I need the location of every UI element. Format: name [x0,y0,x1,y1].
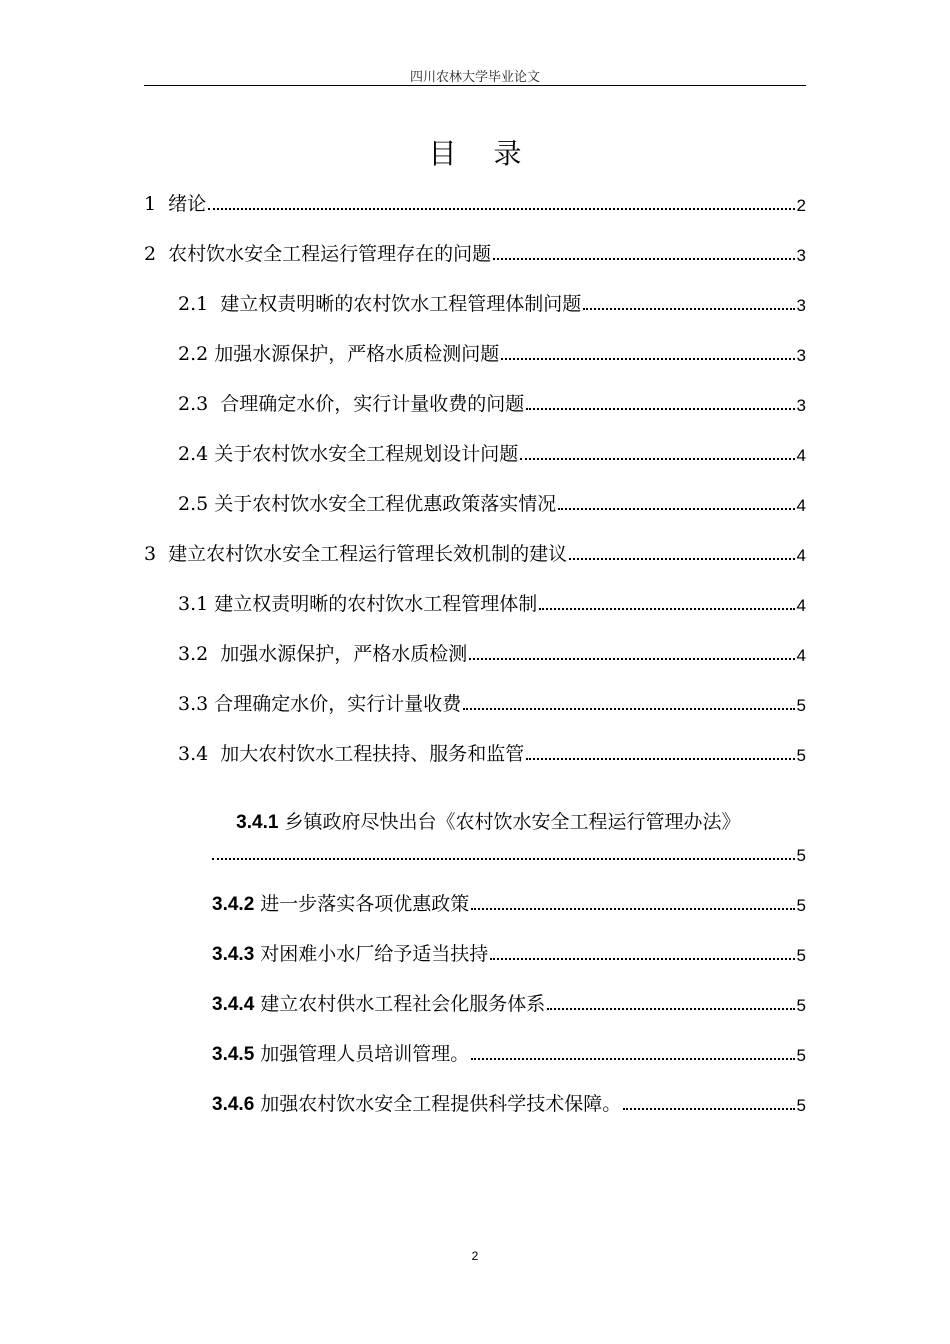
toc-entry[interactable] [212,1084,806,1114]
toc-entry-number: 3.4.2 [212,894,255,915]
header-title: 四川农林大学毕业论文 [409,70,540,85]
toc-entry[interactable] [178,434,806,464]
dot-leader [208,208,794,210]
toc-entry[interactable] [178,484,806,514]
toc-entry-label: 3 建立农村饮水安全工程运行管理长效机制的建议 [144,543,568,565]
toc-entry[interactable] [178,334,806,364]
toc-entry-label: 对困难小水厂给予适当扶持 [254,943,489,965]
toc-entry-page: 5 [796,846,806,865]
dot-leader [501,358,794,360]
toc-entry-label: 3.3 合理确定水价，实行计量收费 [178,693,462,715]
toc-entry[interactable] [212,1034,806,1064]
toc-entry-number: 3.4.4 [212,994,255,1015]
toc-entry-page: 4 [796,546,806,565]
dot-leader [569,558,794,560]
toc-entry-label: 2 农村饮水安全工程运行管理存在的问题 [144,243,492,265]
toc-title: 目 录 [428,137,536,170]
toc-entry-page: 5 [796,1096,806,1115]
toc-entry-page: 5 [796,1046,806,1065]
toc-entry[interactable] [178,384,806,414]
toc-entry-label: 2.4 关于农村饮水安全工程规划设计问题 [178,443,519,465]
toc-entry-page: 5 [796,946,806,965]
toc-entry-page: 3 [796,346,806,365]
toc-entry[interactable] [178,634,806,664]
toc-entry-number: 3.4.6 [212,1094,255,1115]
toc-entry-label: 加强农村饮水安全工程提供科学技术保障。 [254,1093,622,1115]
toc-entry-page: 5 [796,746,806,765]
toc-entry-label: 2.3 合理确定水价，实行计量收费的问题 [178,393,525,415]
dot-leader [469,658,794,660]
dot-leader [493,258,794,260]
toc-entry[interactable] [178,734,806,764]
toc-entry-page: 4 [796,646,806,665]
toc-entry-label: 3.1 建立权责明晰的农村饮水工程管理体制 [178,593,538,615]
toc-entry[interactable] [212,834,806,864]
dot-leader [471,908,794,910]
toc-entry-page: 5 [796,996,806,1015]
toc-entry-page: 3 [796,396,806,415]
header-divider [144,85,806,86]
dot-leader [558,508,794,510]
dot-leader [539,608,794,610]
toc-entry-page: 3 [796,246,806,265]
toc-entry[interactable] [144,234,806,264]
dot-leader [547,1008,794,1010]
dot-leader [526,408,794,410]
dot-leader [583,308,794,310]
page-number: 2 [471,1249,479,1263]
dot-leader [490,958,794,960]
toc-entry-label: 进一步落实各项优惠政策 [254,893,470,915]
toc-entry[interactable] [144,184,806,214]
toc-entry-label: 1 绪论 [144,193,207,215]
toc-entry-label: 3.4 加大农村饮水工程扶持、服务和监管 [178,743,525,765]
toc-entry-number: 3.4.1 [236,812,279,833]
dot-leader [526,758,794,760]
dot-leader [520,458,794,460]
toc-entry-label: 2.5 关于农村饮水安全工程优惠政策落实情况 [178,493,557,515]
toc-entry-page: 2 [796,196,806,215]
toc-entry[interactable] [212,934,806,964]
toc-entry-page: 4 [796,446,806,465]
toc-entry-number: 3.4.3 [212,944,255,965]
toc-entry-page: 3 [796,296,806,315]
toc-entry[interactable] [144,534,806,564]
toc-entry-label: 2.2 加强水源保护，严格水质检测问题 [178,343,500,365]
toc-entry-label: 2.1 建立权责明晰的农村饮水工程管理体制问题 [178,293,582,315]
dot-leader [623,1108,794,1110]
toc-entry-label: 乡镇政府尽快出台《农村饮水安全工程运行管理办法》 [278,811,741,833]
dot-leader [471,1058,794,1060]
toc-entry-label: 建立农村供水工程社会化服务体系 [254,993,546,1015]
toc-entry[interactable] [212,984,806,1014]
toc-entry[interactable] [212,884,806,914]
toc-entry[interactable] [178,284,806,314]
toc-entry-page: 4 [796,496,806,515]
dot-leader [463,708,794,710]
toc-entry[interactable] [178,584,806,614]
toc-entry-label: 加强管理人员培训管理。 [254,1043,470,1065]
toc-entry-page: 5 [796,896,806,915]
dot-leader [212,858,795,860]
toc-entry-page: 5 [796,696,806,715]
toc-entry-label: 3.2 加强水源保护，严格水质检测 [178,643,468,665]
toc-entry-page: 4 [796,596,806,615]
toc-entry-number: 3.4.5 [212,1044,255,1065]
toc-entry[interactable] [178,684,806,714]
